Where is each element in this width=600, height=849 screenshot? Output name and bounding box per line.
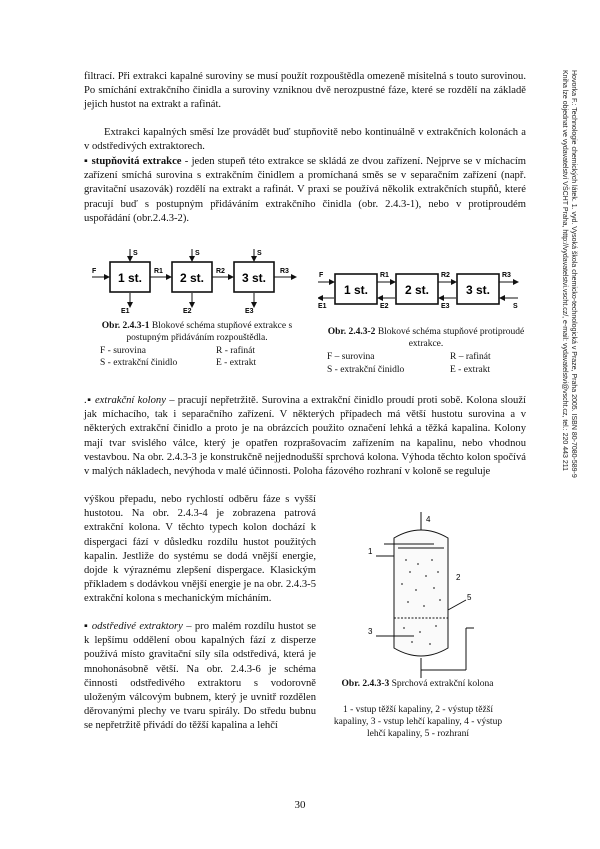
label-e3: E3 bbox=[245, 308, 254, 315]
label-s2: S bbox=[195, 250, 200, 257]
stage-3: 3 st. bbox=[241, 271, 267, 285]
label-f: F bbox=[92, 268, 97, 275]
paragraph-columns bbox=[84, 394, 526, 479]
label-4: 4 bbox=[426, 515, 431, 524]
fig1-legend-e: E - extrakt bbox=[216, 358, 257, 368]
figure-1-caption bbox=[84, 320, 310, 344]
label-r2: R2 bbox=[216, 268, 225, 275]
figure-2-caption bbox=[326, 326, 526, 350]
stage-1: 1 st. bbox=[117, 271, 143, 285]
fig2-legend-e: E - extrakt bbox=[450, 365, 491, 375]
bullet-prefix: .▪ bbox=[84, 395, 95, 406]
label-s3: S bbox=[257, 250, 262, 257]
fig2-legend-s: S - extrakční činidlo bbox=[327, 365, 405, 375]
page-number: 30 bbox=[294, 799, 306, 811]
fig1-legend-s: S - extrakční činidlo bbox=[100, 358, 178, 368]
figure-3-number: Obr. 2.4.3-3 bbox=[341, 679, 390, 689]
citation-line-2: Kniha lze objednat ve vydavatelství VŠCHT Praha, http://vydavatelstvi.vscht.cz/, e-mail: vydavatelstvi@vscht.cz, tel.: 220 443 211 bbox=[561, 70, 568, 471]
paragraph-columns-text: – pracují nepřetržitě. Surovina a extrakční činidlo proudí proti sobě. Kolona slouží jak míchacího, tak i separačního zařízení. V některých případech má větší hustotu surovina a v některých extrakční činidlo a proto je na obrázcích použito označení lehká a těžká kapalina. Kolony mají tvar svislého válce, který je opatřen rozprašovacím zařízením na kapalinu, nebo vhodnou vestavbou. Na obr. 2.4.3-3 je konstrukčně nejjednodušší sprchová kolona. Výhoda těchto kolon spočívá v malých nákladech, nevýhoda v malé účinnosti. Poloha fázového rozhraní v koloně se reguluje bbox=[84, 395, 526, 478]
figure-2-4-3-1 bbox=[90, 247, 305, 315]
figure-1-caption-text: Blokové schéma stupňové extrakce s postupným přidáváním rozpouštědla. bbox=[126, 321, 293, 343]
label-1: 1 bbox=[368, 547, 373, 556]
term-centrifugal: odstředivé extraktory bbox=[91, 621, 183, 632]
bullet-prefix: ▪ bbox=[84, 621, 92, 632]
label-3: 3 bbox=[368, 627, 373, 636]
label-s1: S bbox=[133, 250, 138, 257]
paragraph-extraction-methods: Extrakci kapalných směsí lze provádět buď stupňovitě nebo kontinuálně v extrakčních kolonách a v odstředivých extraktorech. bbox=[84, 127, 526, 153]
label-2: 2 bbox=[456, 573, 461, 582]
figure-1-number: Obr. 2.4.3-1 bbox=[101, 321, 150, 331]
label-s: S bbox=[513, 303, 518, 310]
label-r1: R1 bbox=[154, 268, 163, 275]
term-stepwise: ▪ stupňovitá extrakce bbox=[84, 156, 182, 167]
figure-2-4-3-2 bbox=[318, 264, 526, 320]
paragraph-stepwise-text: - jeden stupeň této extrakce se skládá ze dvou zařízení. Nejprve se v míchacím zařízení smíchá surovina s extrakčním činidlem a promíchaná směs se v separačním zařízení (např. gravitační usazovák) rozdělí na extrakt a rafinát. V praxi se používá několik extrakčních stupňů, které pracují buď s postupným přidáváním extrakčního činidla (obr. 2.4.3-1), nebo v protiproudém uspořádání (obr.2.4.3-2). bbox=[84, 156, 527, 224]
label-r3: R3 bbox=[502, 272, 511, 279]
label-r3: R3 bbox=[280, 268, 289, 275]
figure-2-number: Obr. 2.4.3-2 bbox=[327, 327, 376, 337]
paragraph-column-types: výškou přepadu, nebo rychlostí odběru fáze s vyšší hustotou. Na obr. 2.4.3-4 je zobrazena patrová extrakční kolona. V těchto typech kolon dochází k dispergaci fází v důsledku rozdílu hustot použitých kapalin. Jestliže do systému se dodá vnější energie, dojde k výraznému zlepšení dispergace. Klasickým příkladem s dodávkou vnější energie je na obr. 2.4.3-5 extrakční kolona s mechanickým mícháním. bbox=[84, 494, 316, 605]
label-f: F bbox=[319, 272, 324, 279]
citation-sidebar bbox=[548, 70, 578, 790]
fig1-legend-r: R - rafinát bbox=[216, 346, 256, 356]
citation-line-1: Hovorka F.: Technologie chemických látek. 1. vyd. Vysoká škola chemicko-technologická v Praze, Praha 2005. ISBN 80-7080-589-9 bbox=[570, 70, 577, 478]
figure-3-caption-text: Sprchová extrakční kolona bbox=[389, 679, 494, 689]
figure-3-legend: 1 - vstup těžší kapaliny, 2 - výstup těžší kapaliny, 3 - vstup lehčí kapaliny, 4 - výstup lehčí kapaliny, 5 - rozhraní bbox=[333, 705, 503, 739]
paragraph-stepwise bbox=[84, 155, 526, 226]
fig1-legend-f: F - surovina bbox=[100, 346, 146, 356]
label-e2: E2 bbox=[380, 303, 389, 310]
paragraph-centrifugal bbox=[84, 620, 316, 734]
figure-3-caption bbox=[330, 678, 505, 690]
stage-2: 2 st. bbox=[179, 271, 205, 285]
figure-2-caption-text: Blokové schéma stupňové protiproudé extrakce. bbox=[375, 327, 525, 349]
figure-2-4-3-3 bbox=[366, 510, 476, 680]
label-e2: E2 bbox=[183, 308, 192, 315]
label-r2: R2 bbox=[441, 272, 450, 279]
stage-3: 3 st. bbox=[465, 283, 491, 297]
stage-2: 2 st. bbox=[404, 283, 430, 297]
label-5: 5 bbox=[467, 593, 472, 602]
stage-1: 1 st. bbox=[343, 283, 369, 297]
term-columns: extrakční kolony bbox=[94, 395, 166, 406]
fig2-legend-r: R – rafinát bbox=[450, 352, 491, 362]
label-e3: E3 bbox=[441, 303, 450, 310]
fig2-legend-f: F – surovina bbox=[327, 352, 375, 362]
label-r1: R1 bbox=[380, 272, 389, 279]
paragraph-centrifugal-text: – pro malém rozdílu hustot se k lepšímu oddělení obou kapalných fází z disperze používá místo gravitační síly síla odstředivá, která je mnohonásobně větší. Na obr. 2.4.3-6 je schéma činnosti odstředivého extraktoru s vodorovně uloženým válcovým bubnem, který je uvnitř rozdělen děrovanými plechy ve tvaru spirály. Do středu bubnu se nepřetržitě přivádí do těžší kapalina a lehčí bbox=[84, 621, 316, 732]
paragraph-intro: filtrací. Při extrakci kapalné suroviny se musí použít rozpouštědla omezeně mísitelná s touto surovinou. Po smíchání extrakčního činidla a suroviny vzniknou dvě nerozpustné fáze, které se rozdělí na základě jejich hustot na extrakt a rafinát. bbox=[84, 71, 526, 111]
label-e1: E1 bbox=[318, 303, 327, 310]
label-e1: E1 bbox=[121, 308, 130, 315]
